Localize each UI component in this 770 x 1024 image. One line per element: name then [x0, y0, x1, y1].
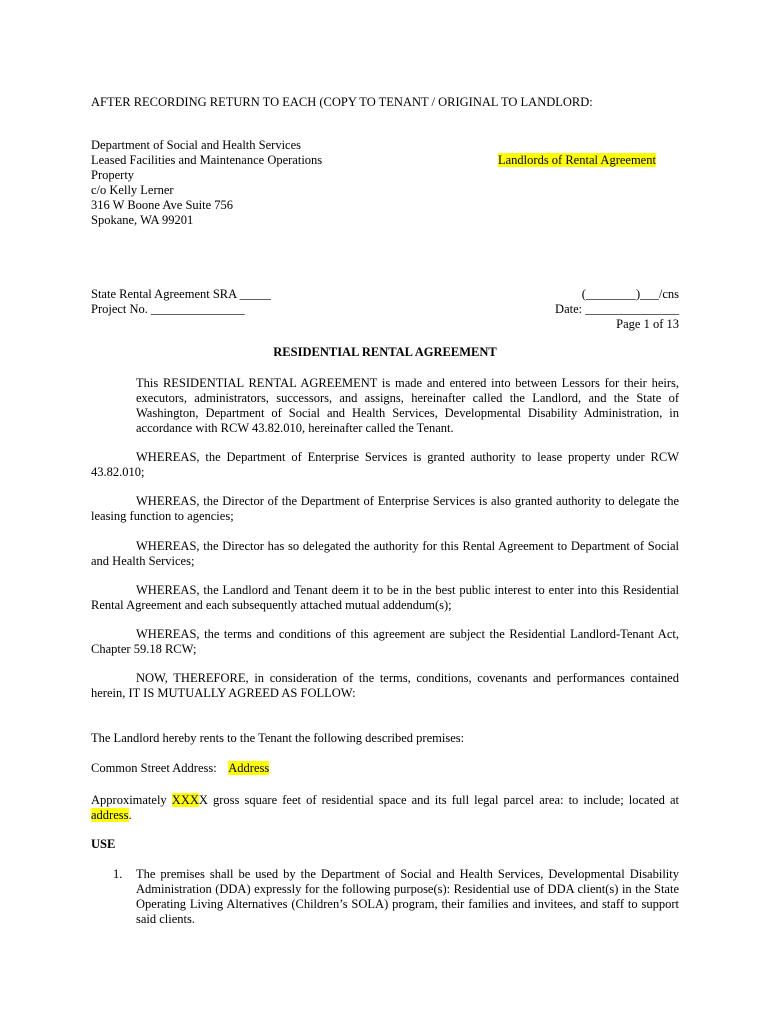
whereas-clause: WHEREAS, the Landlord and Tenant deem it to be in the best public interest to enter into this Residential Rental Agreement and each subsequently attached mutual addendum(s);	[91, 583, 679, 612]
use-item-number: 1.	[113, 867, 123, 881]
whereas-clause: WHEREAS, the Director of the Department of Enterprise Services is also granted authority to delegate the leasing function to agencies;	[91, 494, 679, 523]
intro-paragraph: This RESIDENTIAL RENTAL AGREEMENT is made and entered into between Lessors for their heirs, executors, administrators, successors, and assigns, hereinafter called the Landlord, and the State of Washington, Department of Social and Health Services, Developmental Disability Administration, in accordance with RCW 43.82.010, hereinafter called the Tenant.	[136, 376, 679, 435]
address-line: c/o Kelly Lerner	[91, 183, 174, 197]
square-footage-paragraph	[91, 793, 679, 823]
parcel-address-placeholder: address	[91, 808, 129, 822]
whereas-clause: WHEREAS, the Director has so delegated the authority for this Rental Agreement to Department of Social and Health Services;	[91, 539, 679, 568]
whereas-clause: WHEREAS, the terms and conditions of this agreement are subject the Residential Landlord-Tenant Act, Chapter 59.18 RCW;	[91, 627, 679, 656]
landlords-label: Landlords of Rental Agreement	[498, 153, 656, 167]
premises-line: The Landlord hereby rents to the Tenant the following described premises:	[91, 731, 465, 745]
use-heading: USE	[91, 837, 116, 851]
agreement-code: (________)___/cns	[581, 287, 679, 301]
address-line: Department of Social and Health Services	[91, 138, 301, 152]
document-title: RESIDENTIAL RENTAL AGREEMENT	[273, 345, 497, 359]
whereas-clause: WHEREAS, the Department of Enterprise Services is granted authority to lease property under RCW 43.82.010;	[91, 450, 679, 479]
page-number: Page 1 of 13	[616, 317, 679, 331]
therefore-clause: NOW, THEREFORE, in consideration of the terms, conditions, covenants and performances contained herein, IT IS MUTUALLY AGREED AS FOLLOW:	[91, 671, 679, 700]
sqft-prefix: Approximately	[91, 793, 167, 807]
address-line: Leased Facilities and Maintenance Operations	[91, 153, 323, 167]
sqft-text: X gross square feet of residential space and its full legal parcel area: to include; located at	[198, 793, 679, 807]
street-address-label: Common Street Address:	[91, 761, 217, 775]
recording-instruction: AFTER RECORDING RETURN TO EACH (COPY TO TENANT / ORIGINAL TO LANDLORD:	[91, 95, 593, 109]
return-address	[91, 138, 322, 228]
street-address-row	[91, 761, 269, 776]
street-address-value: Address	[228, 761, 270, 775]
use-item-text: The premises shall be used by the Department of Social and Health Services, Developmental Disability Administration (DDA) expressly for the following purpose(s): Residential use of DDA client(s) in the State Operating Living Alternatives (Children’s SOLA) program, their families and invitees, and staff to support said clients.	[136, 867, 679, 926]
sqft-placeholder: XXX	[171, 793, 199, 807]
sqft-end: .	[128, 808, 132, 822]
date-line: Date: _______________	[555, 302, 679, 316]
address-line: Spokane, WA 99201	[91, 213, 194, 227]
sra-line: State Rental Agreement SRA _____	[91, 287, 271, 301]
project-line: Project No. _______________	[91, 302, 245, 316]
address-line: 316 W Boone Ave Suite 756	[91, 198, 234, 212]
address-line: Property	[91, 168, 135, 182]
